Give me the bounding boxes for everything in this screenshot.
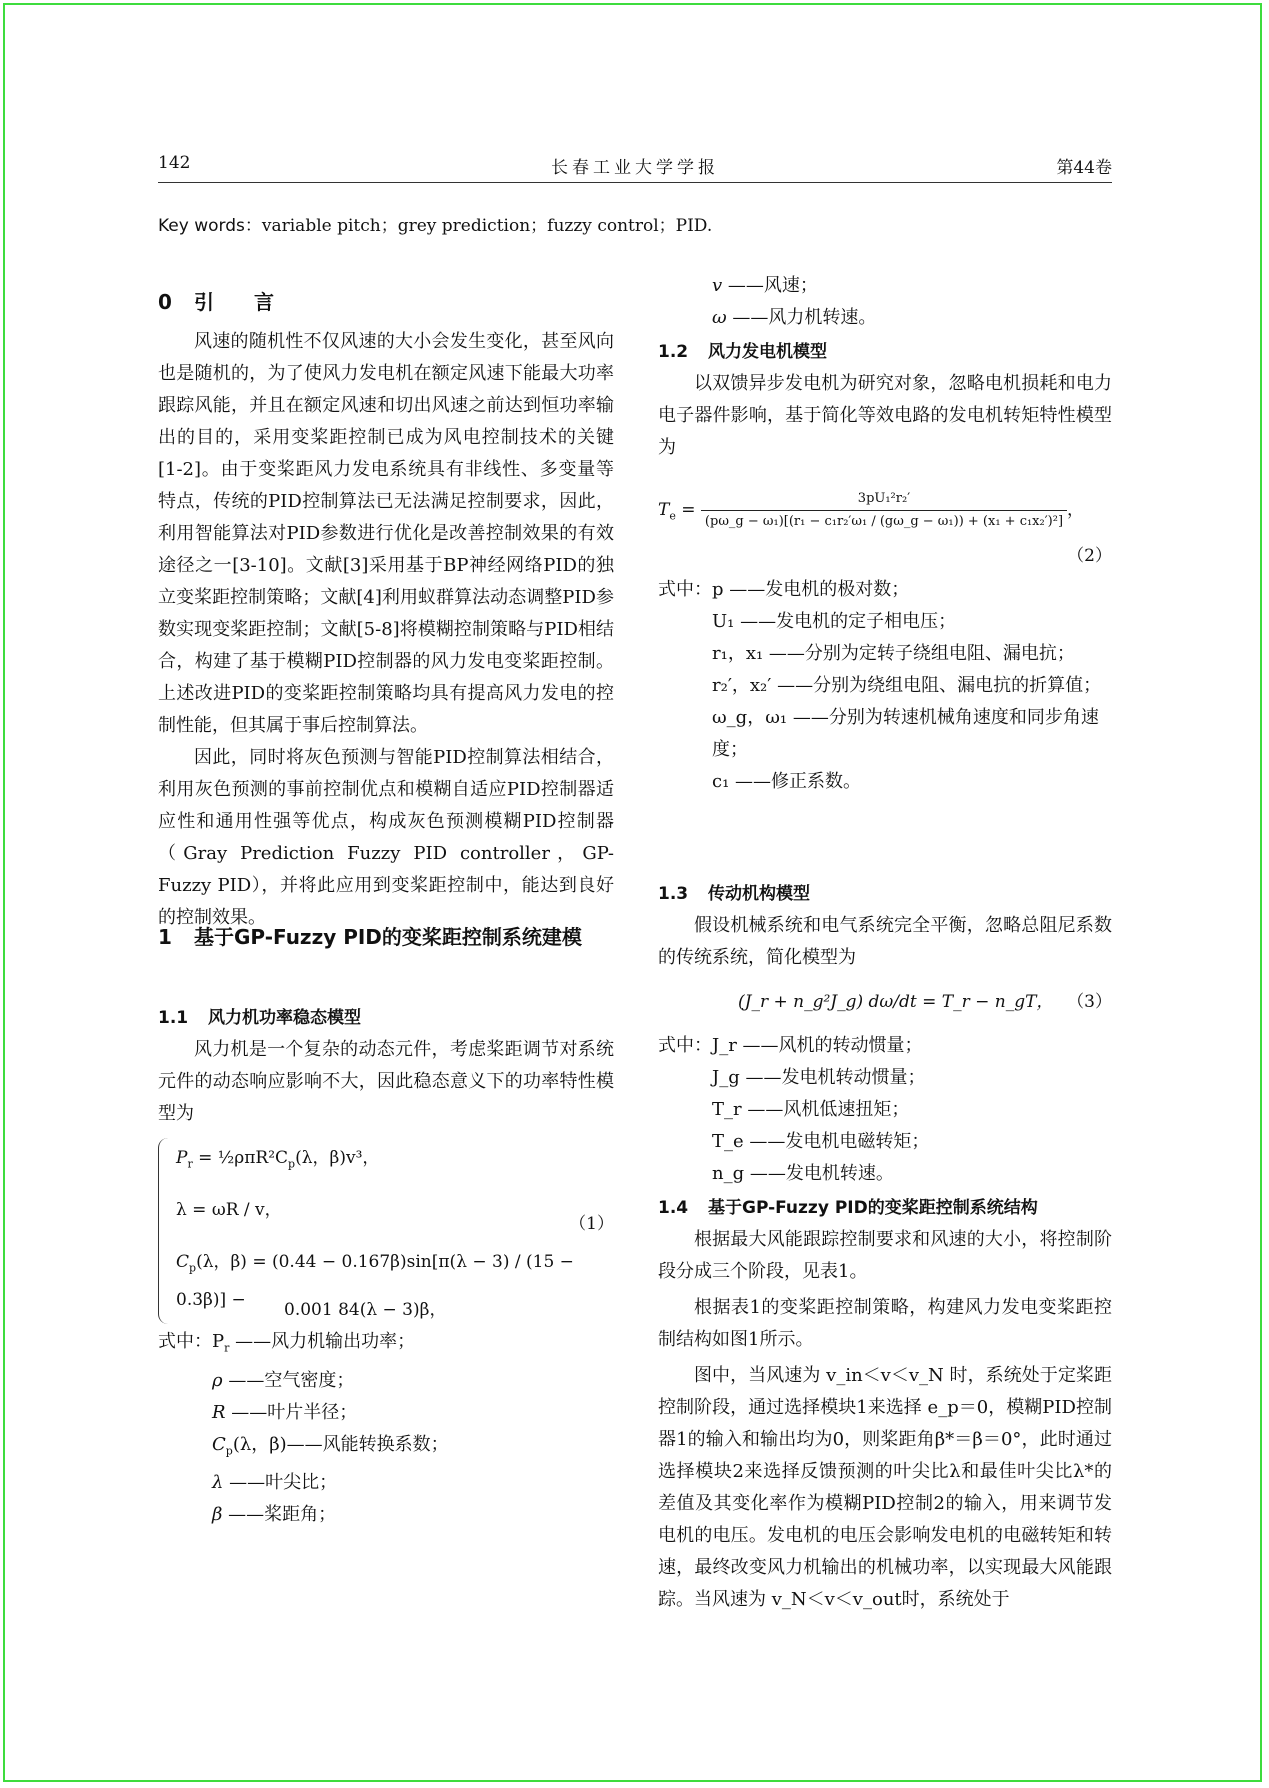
- page-number: 142: [158, 153, 191, 173]
- eq3-body: (J_r + n_g²J_g) dω/dt = T_r − n_gT，: [738, 992, 1054, 1012]
- equation-2: [658, 470, 1112, 570]
- definition-row: r₁，x₁ ——分别为定转子绕组电阻、漏电抗；: [712, 643, 1075, 664]
- eq2-body: $T_e$ = $\frac{\text{3pU₁²r₂′}}{\text{(pω\_g − ω₁)[(r₁ − c₁r₂′ω₁ / (gω\_g − ω₁)) + (x₁ + c₁x₂′)²]}}$ ，: [658, 488, 1084, 533]
- subsection-1-2-heading: [658, 336, 1112, 368]
- paragraph-text: 风速的随机性不仅风速的大小会发生变化，甚至风向也是随机的，为了使风力发电机在额定风速下能最大功率跟踪风能，并且在额定风速和切出风速之前达到恒功率输出的目的，采用变桨距控制已成为风电控制技术的关键[1-2]。由于变桨距风力发电系统具有非线性、多变量等特点，传统的PID控制算法已无法满足控制要求，因此，利用智能算法对PID参数进行优化是改善控制效果的有效途径之一[3-10]。文献[3]采用基于BP神经网络PID的独立变桨距控制策略；文献[4]利用蚁群算法动态调整PID参数实现变桨距控制；文献[5-8]将模糊控制策略与PID相结合，构建了基于模糊PID控制器的风力发电变桨距控制。上述改进PID的变桨距控制策略均具有提高风力发电的控制性能，但其属于事后控制算法。: [158, 331, 614, 736]
- subsection-1-1-heading: [158, 1002, 614, 1034]
- definition-row: c₁ ——修正系数。: [712, 771, 862, 792]
- subsection-number: 1.4: [658, 1198, 689, 1218]
- definition-row: n_g ——发电机转速。: [712, 1163, 894, 1184]
- definition-row: J_g ——发电机转动惯量；: [712, 1067, 926, 1088]
- paragraph-text: 根据最大风能跟踪控制要求和风速的大小，将控制阶段分成三个阶段，见表1。: [658, 1229, 1112, 1282]
- section-number: 1: [158, 925, 172, 949]
- volume-label: 第44卷: [1056, 158, 1112, 178]
- eq1-line-1: $P_r$ = $\frac{1}{2}\rho\pi R^2C_p(\lambda$，β)v³，: [176, 1148, 380, 1171]
- paragraph-text: 假设机械系统和电气系统完全平衡，忽略总阻尼系数的传统系统，简化模型为: [658, 915, 1112, 968]
- paragraph-1-1: [158, 1034, 614, 1130]
- eq1-definitions-cont: [658, 270, 1112, 334]
- intro-paragraph-1: [158, 326, 614, 742]
- definition-row: 式中：J_r ——风机的转动惯量；: [658, 1035, 923, 1056]
- keywords-line: [158, 211, 712, 236]
- subsection-1-4-heading: [658, 1192, 1112, 1224]
- paragraph-1-4c: [658, 1360, 1112, 1616]
- paragraph-text: 根据表1的变桨距控制策略，构建风力发电变桨距控制结构如图1所示。: [658, 1297, 1112, 1350]
- paragraph-1-4b: [658, 1292, 1112, 1356]
- section-1-heading: [158, 922, 614, 952]
- eq1-definitions: [158, 1326, 614, 1531]
- journal-title: 长春工业大学学报: [551, 158, 719, 178]
- definition-row: R ——叶片半径；: [212, 1401, 358, 1423]
- keywords-label: Key words：: [158, 216, 262, 236]
- section-title: 基于GP-Fuzzy PID的变桨距控制系统建模: [194, 925, 582, 949]
- paragraph-text: 因此，同时将灰色预测与智能PID控制算法相结合，利用灰色预测的事前控制优点和模糊自适应PID控制器适应性和通用性强等优点，构成灰色预测模糊PID控制器（Gray Prediction Fuzzy PID controller，GP-Fuzzy PID），并将此应用到变桨距控制中，能达到良好的控制效果。: [158, 747, 614, 928]
- eq2-definitions: [658, 574, 1112, 798]
- section-title: 引 言: [194, 290, 284, 314]
- subsection-1-3-heading: [658, 878, 1112, 910]
- definition-row: v ——风速；: [712, 275, 818, 296]
- section-number: 0: [158, 290, 172, 314]
- equation-3: [658, 982, 1112, 1022]
- paragraph-text: 以双馈异步发电机为研究对象，忽略电机损耗和电力电子器件影响，基于简化等效电路的发电机转矩特性模型为: [658, 373, 1112, 458]
- definition-row: 式中：$P_r$ ——风力机输出功率；: [158, 1331, 416, 1355]
- definition-row: T_e ——发电机电磁转矩；: [712, 1131, 930, 1152]
- eq1-line-4: 0.001 84(λ − 3)β，: [284, 1300, 447, 1320]
- definition-row: β ——桨距角；: [212, 1504, 337, 1526]
- eq2-fraction: $\frac{\text{3pU₁²r₂′}}{\text{(pω\_g − ω₁)[(r₁ − c₁r₂′ω₁ / (gω\_g − ω₁)) + (x₁ + c₁x₂′)²]}}$: [701, 488, 1067, 533]
- equation-1: [158, 1138, 614, 1324]
- eq3-definitions: [658, 1030, 1112, 1190]
- definition-row: ω_g，ω₁ ——分别为转速机械角速度和同步角速度；: [712, 707, 1099, 760]
- definition-row: ω ——风力机转速。: [712, 307, 877, 328]
- paragraph-text: 风力机是一个复杂的动态元件，考虑桨距调节对系统元件的动态响应影响不大，因此稳态意义下的功率特性模型为: [158, 1039, 614, 1124]
- paragraph-1-2: [658, 368, 1112, 464]
- definition-row: ρ ——空气密度；: [212, 1369, 355, 1391]
- section-0-heading: [158, 286, 614, 318]
- definition-row: $C_p(\lambda$，β)——风能转换系数；: [212, 1433, 449, 1458]
- equation-number: （3）: [1067, 992, 1112, 1012]
- paragraph-text: 图中，当风速为 v_in＜v＜v_N 时，系统处于定桨距控制阶段，通过选择模块1来选择 e_p＝0，模糊PID控制器1的输入和输出均为0，则桨距角β*＝β＝0°，此时通过选择模块2来选择反馈预测的叶尖比λ和最佳叶尖比λ*的差值及其变化率作为模糊PID控制2的输入，用来调节发电机的电压。发电机的电压会影响发电机的电磁转矩和转速，最终改变风力机输出的机械功率，以实现最大风能跟踪。当风速为 v_N＜v＜v_out时，系统处于: [658, 1365, 1112, 1610]
- running-header: [158, 151, 1112, 183]
- subsection-number: 1.2: [658, 342, 689, 362]
- intro-paragraph-2: [158, 742, 614, 934]
- definition-row: U₁ ——发电机的定子相电压；: [712, 611, 957, 632]
- subsection-number: 1.1: [158, 1008, 189, 1028]
- subsection-title: 风力发电机模型: [708, 342, 827, 362]
- equation-number: （2）: [1067, 546, 1112, 566]
- definition-row: λ ——叶尖比；: [212, 1472, 338, 1494]
- subsection-title: 风力机功率稳态模型: [208, 1008, 361, 1028]
- subsection-title: 传动机构模型: [708, 884, 810, 904]
- definition-row: T_r ——风机低速扭矩；: [712, 1099, 910, 1120]
- definition-row: r₂′，x₂′ ——分别为绕组电阻、漏电抗的折算值；: [712, 675, 1102, 696]
- eq1-line-3: $C_p(\lambda$，β) = (0.44 − 0.167β)sin[π(λ − 3) / (15 − 0.3β)] −: [176, 1252, 574, 1311]
- paragraph-1-3: [658, 910, 1112, 974]
- subsection-number: 1.3: [658, 884, 689, 904]
- keywords-text: variable pitch；grey prediction；fuzzy control；PID.: [261, 216, 713, 236]
- subsection-title: 基于GP-Fuzzy PID的变桨距控制系统结构: [708, 1198, 1038, 1218]
- equation-brace: [158, 1138, 171, 1324]
- equation-number: （1）: [569, 1214, 614, 1234]
- eq1-line-2: λ = ωR / v，: [176, 1200, 282, 1220]
- definition-row: 式中：p ——发电机的极对数；: [658, 579, 910, 600]
- paragraph-1-4a: [658, 1224, 1112, 1288]
